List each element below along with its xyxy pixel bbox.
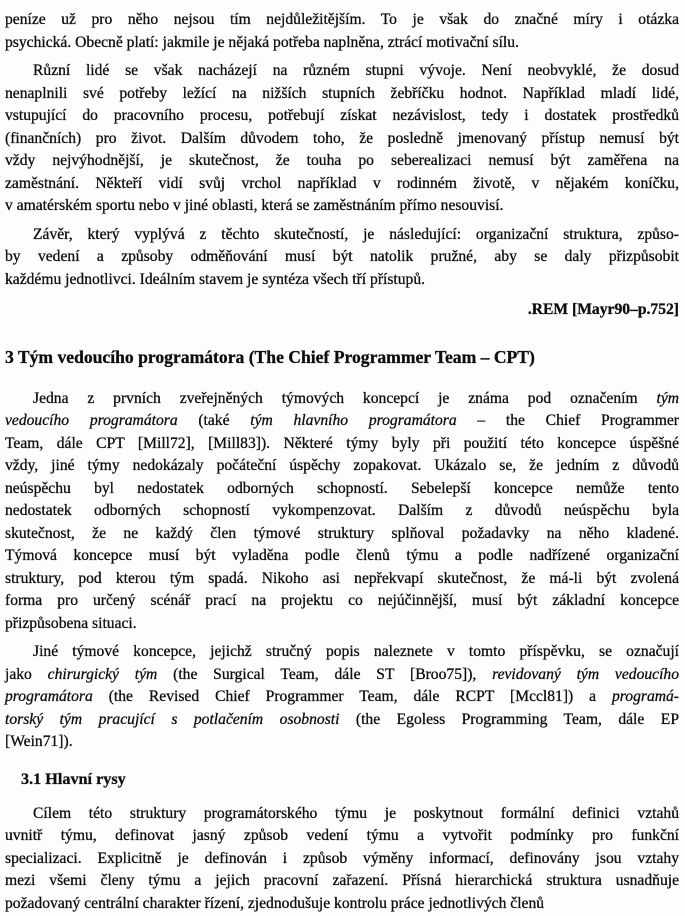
text-line bbox=[5, 641, 679, 664]
text-segment: nenaplnili své potřeby ležící na nižších stupních žebříčku hodnot. Například mladí lidé, bbox=[5, 84, 679, 102]
paragraph bbox=[5, 60, 679, 218]
text-line bbox=[5, 664, 679, 687]
text-segment: (the Revised Chief Programmer Team, dále RCPT [Mccl81]) a bbox=[92, 688, 612, 705]
text-line bbox=[5, 32, 679, 55]
text-line bbox=[5, 870, 679, 893]
text-segment: skutečnost, že ne každý člen týmové struktury splňoval požadavky na něho kladené. bbox=[5, 524, 679, 542]
text-segment: vstupující do pracovního procesu, potřebují získat nezávislost, tedy i dostatek prostředků bbox=[5, 107, 679, 124]
text-line bbox=[5, 568, 679, 591]
emphasized-text: programátora bbox=[5, 688, 93, 705]
text-segment: Cílem této struktury programátorského týmu je poskytnout formální definici vztahů bbox=[33, 804, 679, 822]
citation-reference: .REM [Mayr90–p.752] bbox=[527, 301, 679, 318]
text-segment: Různí lidé se však nacházejí na různém stupni vývoje. Není neobvyklé, že dosud bbox=[33, 62, 679, 79]
text-line bbox=[5, 246, 679, 269]
text-segment: peníze už pro něho nejsou tím nejdůležitějším. To je však do značné míry i otázka bbox=[5, 11, 679, 28]
text-line bbox=[5, 825, 679, 848]
text-segment: vždy, jiné týmy nedokázaly počáteční úspěchy zopakovat. Ukázalo se, že jedním z důvodů bbox=[5, 457, 679, 474]
text-segment: zaměstnání. Někteří vidí svůj vrchol například v rodinném životě, v nějakém koníčku, bbox=[5, 174, 679, 192]
text-line bbox=[5, 224, 679, 247]
emphasized-text: tým bbox=[656, 389, 679, 407]
text-line bbox=[5, 523, 679, 546]
text-segment: [Wein71]). bbox=[5, 733, 73, 750]
emphasized-text: torský tým pracující s potlačením osobnosti bbox=[5, 710, 340, 728]
text-line bbox=[5, 269, 679, 292]
text-line bbox=[5, 410, 679, 433]
emphasized-text: tým hlavního programátora bbox=[250, 412, 457, 429]
text-segment: v amatérském sportu nebo v jiné oblasti, která se zaměstnáním přímo nesouvisí. bbox=[5, 197, 504, 214]
text-segment: (the Surgical Team, dále ST [Broo75]), bbox=[157, 665, 493, 683]
paragraph bbox=[5, 9, 679, 54]
text-line bbox=[5, 128, 679, 151]
text-line bbox=[5, 388, 679, 411]
text-segment: mezi všemi členy týmu a jejich pracovní zařazení. Přísná hierarchická struktura usnadňuje bbox=[5, 872, 679, 889]
text-segment: jako bbox=[5, 665, 48, 683]
emphasized-text: chirurgický tým bbox=[47, 665, 158, 683]
text-line bbox=[5, 590, 679, 613]
text-segment: nedostatek odborných schopností vykompenzovat. Dalším z důvodů neúspěchu byla bbox=[5, 502, 679, 519]
text-segment: Jedna z prvních zveřejněných týmových koncepcí je známa pod označením bbox=[33, 389, 657, 407]
text-segment: (finančních) pro život. Dalším důvodem toho, že posledně jmenovaný přístup nemusí být bbox=[5, 129, 679, 147]
text-line bbox=[5, 545, 679, 568]
text-line bbox=[5, 731, 679, 754]
text-line bbox=[5, 173, 679, 196]
text-segment: (the Egoless Programming Team, dále EP bbox=[339, 710, 679, 728]
text-segment: přizpůsobena situaci. bbox=[5, 614, 137, 632]
text-segment: každému jednotlivci. Ideálním stavem je syntéza všech tří přístupů. bbox=[5, 270, 426, 288]
text-segment: Závěr, který vyplývá z těchto skutečností, je následující: organizační struktura, způso- bbox=[33, 225, 679, 243]
text-line bbox=[5, 60, 679, 83]
text-line bbox=[5, 803, 679, 826]
subsection-heading: 3.1 Hlavní rysy bbox=[21, 769, 126, 788]
text-segment: uvnitř týmu, definovat jasný způsob vedení týmu a vytvořit podmínky pro funkční bbox=[5, 827, 679, 844]
text-segment: psychická. Obecně platí: jakmile je nějaká potřeba naplněna, ztrácí motivační sílu. bbox=[5, 33, 519, 51]
text-line bbox=[5, 686, 679, 709]
text-line bbox=[5, 709, 679, 732]
text-segment: specializaci. Explicitně je definován i způsob výměny informací, definovány jsou vztahy bbox=[5, 849, 679, 867]
text-line bbox=[5, 150, 679, 173]
text-segment: – the Chief Programmer bbox=[456, 412, 679, 429]
text-line bbox=[5, 455, 679, 478]
paragraph bbox=[5, 224, 679, 292]
text-segment: neúspěchu byl nedostatek odborných schopností. Sebelepší koncepce nemůže tento bbox=[5, 479, 679, 497]
text-line bbox=[5, 613, 679, 636]
text-line bbox=[5, 893, 679, 916]
section-heading: 3 Tým vedoucího programátora (The Chief Programmer Team – CPT) bbox=[5, 346, 535, 367]
text-line bbox=[5, 9, 679, 32]
text-segment: struktury, pod kterou tým spadá. Nikoho asi nepřekvapí skutečnost, že má-li být zvolená bbox=[5, 569, 679, 587]
text-line bbox=[5, 500, 679, 523]
text-segment: Týmová koncepce musí být vyladěna podle členů týmu a podle nadřízené organizační bbox=[5, 547, 679, 564]
text-segment: vždy nejvýhodnější, je skutečnost, že touha po seberealizaci nemusí být zaměřena na bbox=[5, 152, 679, 169]
emphasized-text: programá- bbox=[612, 688, 679, 705]
text-segment: Team, dále CPT [Mill72], [Mill83]). Některé týmy byly při použití této koncepce úspěšné bbox=[5, 434, 679, 452]
text-line bbox=[5, 105, 679, 128]
paragraph bbox=[5, 803, 679, 916]
text-line bbox=[5, 848, 679, 871]
text-segment: požadovaný centrální charakter řízení, zjednodušuje kontrolu práce jednotlivých členů bbox=[5, 894, 545, 912]
text-segment: (také bbox=[177, 412, 251, 429]
document-body bbox=[5, 9, 679, 915]
text-line bbox=[5, 83, 679, 106]
text-line bbox=[5, 478, 679, 501]
emphasized-text: revidovaný tým vedoucího bbox=[492, 665, 680, 683]
paragraph bbox=[5, 641, 679, 754]
text-segment: by vedení a způsoby odměňování musí být natolik pružné, aby se daly přizpůsobit bbox=[5, 248, 679, 265]
text-line bbox=[5, 195, 679, 218]
text-segment: forma pro určený scénář prací na projektu co nejúčinnější, musí být základní koncepce bbox=[5, 592, 679, 609]
text-segment: Jiné týmové koncepce, jejichž stručný popis naleznete v tomto příspěvku, se označují bbox=[33, 643, 679, 660]
text-line bbox=[5, 433, 679, 456]
emphasized-text: vedoucího programátora bbox=[5, 412, 178, 429]
paragraph bbox=[5, 388, 679, 636]
